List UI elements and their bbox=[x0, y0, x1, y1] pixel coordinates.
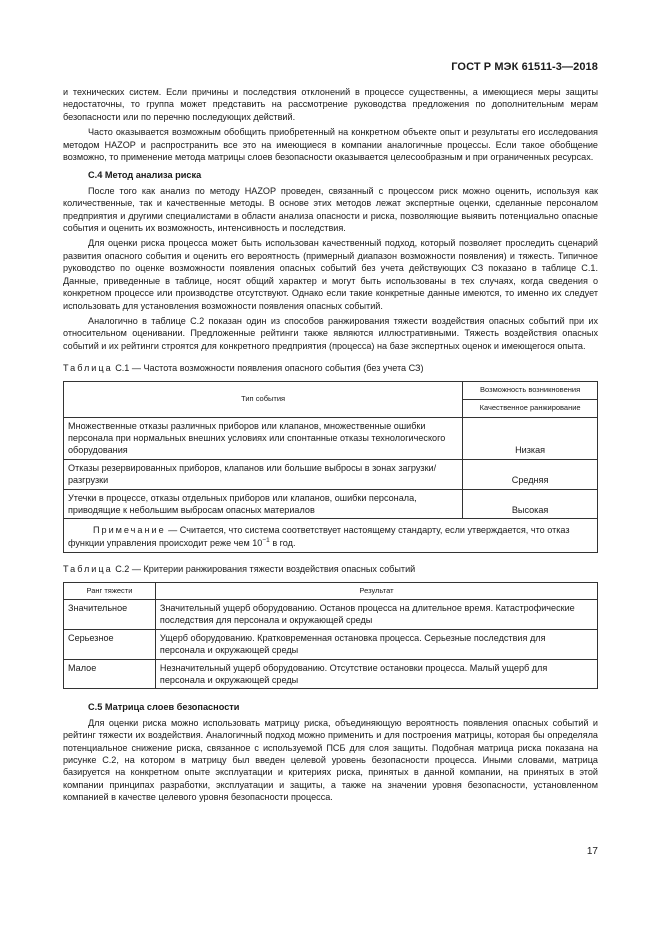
table-caption-label: Таблица bbox=[63, 363, 113, 374]
paragraph: Часто оказывается возможным обобщить приобретенный на конкретном объекте опыт и результаты его исследования методом HAZOP и распространить все это на имеющиеся в компании аналогичные процессы. Если такое обобщение возможно, то применение метода матрицы слоев безопасности оказывается целесообразным и при ограниченных ресурсах. bbox=[63, 127, 598, 163]
column-header-event: Тип события bbox=[64, 381, 463, 417]
note-text: — Считается, что система соответствует настоящему стандарту, если утверждается, что отказ функции управления происходит реже чем 10 bbox=[68, 525, 570, 548]
table-cell-level: Средняя bbox=[463, 459, 598, 489]
table-cell-level: Высокая bbox=[463, 489, 598, 519]
table-caption-label: Таблица bbox=[63, 564, 113, 575]
table-cell-result: Ущерб оборудованию. Кратковременная остановка процесса. Серьезные последствия для персонала и окружающей среды bbox=[155, 629, 597, 659]
table-row bbox=[64, 629, 598, 659]
document-header: ГОСТ Р МЭК 61511-3—2018 bbox=[451, 61, 598, 73]
table-caption-text: С.1 — Частота возможности появления опасного события (без учета СЗ) bbox=[115, 363, 424, 374]
table-note-row bbox=[64, 519, 598, 553]
paragraph: После того как анализ по методу HAZOP проведен, связанный с процессом риск можно оценить, используя как количественные, так и качественные методы. В основе этих методов лежат экспертные оценки, сделанные персоналом предприятия и другими специалистами в области анализа опасности и риска, позволяющие выявить потенциально опасные события и оценить их возможность, интенсивность и последствия. bbox=[63, 185, 598, 234]
section-heading-c4: С.4 Метод анализа риска bbox=[88, 170, 202, 181]
table-row bbox=[64, 489, 598, 519]
table-row bbox=[64, 459, 598, 489]
table-cell-event: Отказы резервированных приборов, клапанов или большие выбросы в зонах загрузки/разгрузки bbox=[64, 459, 463, 489]
table-cell-rank: Серьезное bbox=[64, 629, 156, 659]
table-c1 bbox=[63, 381, 598, 554]
paragraph: и технических систем. Если причины и последствия отклонений в процессе существенны, а имеющиеся меры защиты недостаточны, то группа может представить на рассмотрение руководства предложения по дополнительным мерам безопасности или по перечню последующих действий. bbox=[63, 87, 598, 122]
page-content bbox=[63, 86, 598, 804]
table-c2 bbox=[63, 582, 598, 690]
table-cell-result: Значительный ущерб оборудованию. Останов процесса на длительное время. Катастрофические последствия для персонала и окружающей среды bbox=[155, 600, 597, 630]
table-row bbox=[64, 600, 598, 630]
table-note bbox=[64, 519, 598, 553]
table-cell-event: Утечки в процессе, отказы отдельных приборов или клапанов, ошибки персонала, приводящие к небольшим выбросам опасных материалов bbox=[64, 489, 463, 519]
table-caption-text: С.2 — Критерии ранжирования тяжести воздействия опасных событий bbox=[115, 564, 416, 575]
table-cell-level: Низкая bbox=[463, 417, 598, 459]
table-caption bbox=[63, 362, 598, 374]
page-number: 17 bbox=[586, 846, 598, 857]
table-row bbox=[64, 659, 598, 689]
note-label: Примечание bbox=[93, 525, 166, 536]
table-row bbox=[64, 417, 598, 459]
table-cell-rank: Значительное bbox=[64, 600, 156, 630]
table-cell-rank: Малое bbox=[64, 659, 156, 689]
paragraph: Для оценки риска процесса может быть использован качественный подход, который позволяет проследить сценарий развития опасного события и оценить его вероятность (примерный диапазон возможности появления) и тяжесть. Типичное руководство по оценке возможности появления опасных событий без учета действующих СЗ показано в таблице С.1. Данные, приведенные в таблице, носят общий характер и могут быть использованы в тех случаях, когда сведения о конкретном процессе или производстве отсутствуют. Однако если такие конкретные данные имеются, то именно их следует использовать для установления возможности появления опасных событий. bbox=[63, 238, 598, 311]
paragraph: Для оценки риска можно использовать матрицу риска, объединяющую вероятность появления опасных событий и рейтинг тяжести их воздействия. Аналогичный подход можно применить и для построения матрицы, которая бы определяла потенциальное снижение риска, связанное с используемой ПСБ для слоя защиты. Подобная матрица риска показана на рисунке С.2, на котором в матрицу был введен целевой уровень безопасности процесса. Иными словами, матрица базируется на конкретном опыте эксплуатации и критериях риска, принятых в данной компании, на принятых в этой компании принципах разработки, эксплуатации и защиты, а также на значении уровня безопасности, установленном компанией в качестве целевого уровня безопасности процесса. bbox=[63, 717, 598, 803]
column-header-result: Результат bbox=[155, 582, 597, 599]
note-tail: в год. bbox=[269, 537, 296, 548]
table-caption bbox=[63, 563, 598, 575]
column-header-rating: Качественное ранжирование bbox=[463, 399, 598, 417]
section-heading-c5: С.5 Матрица слоев безопасности bbox=[88, 702, 240, 713]
table-cell-event: Множественные отказы различных приборов или клапанов, множественные ошибки персонала при нормальных внешних условиях или спонтанные отказы технологического оборудования bbox=[64, 417, 463, 459]
column-header-rank: Ранг тяжести bbox=[64, 582, 156, 599]
column-header-possibility: Возможность возникновения bbox=[463, 381, 598, 399]
note-exponent: −1 bbox=[262, 536, 270, 544]
table-cell-result: Незначительный ущерб оборудованию. Отсутствие остановки процесса. Малый ущерб для персонала и окружающей среды bbox=[155, 659, 597, 689]
paragraph: Аналогично в таблице С.2 показан один из способов ранжирования тяжести воздействия опасных событий при их относительном оценивании. Предложенные рейтинги также являются иллюстративными. Тяжесть воздействия опасных событий и их рейтинги строятся для конкретного предприятия (процесса) на базе экспертных оценок и имеющегося опыта. bbox=[63, 315, 598, 351]
